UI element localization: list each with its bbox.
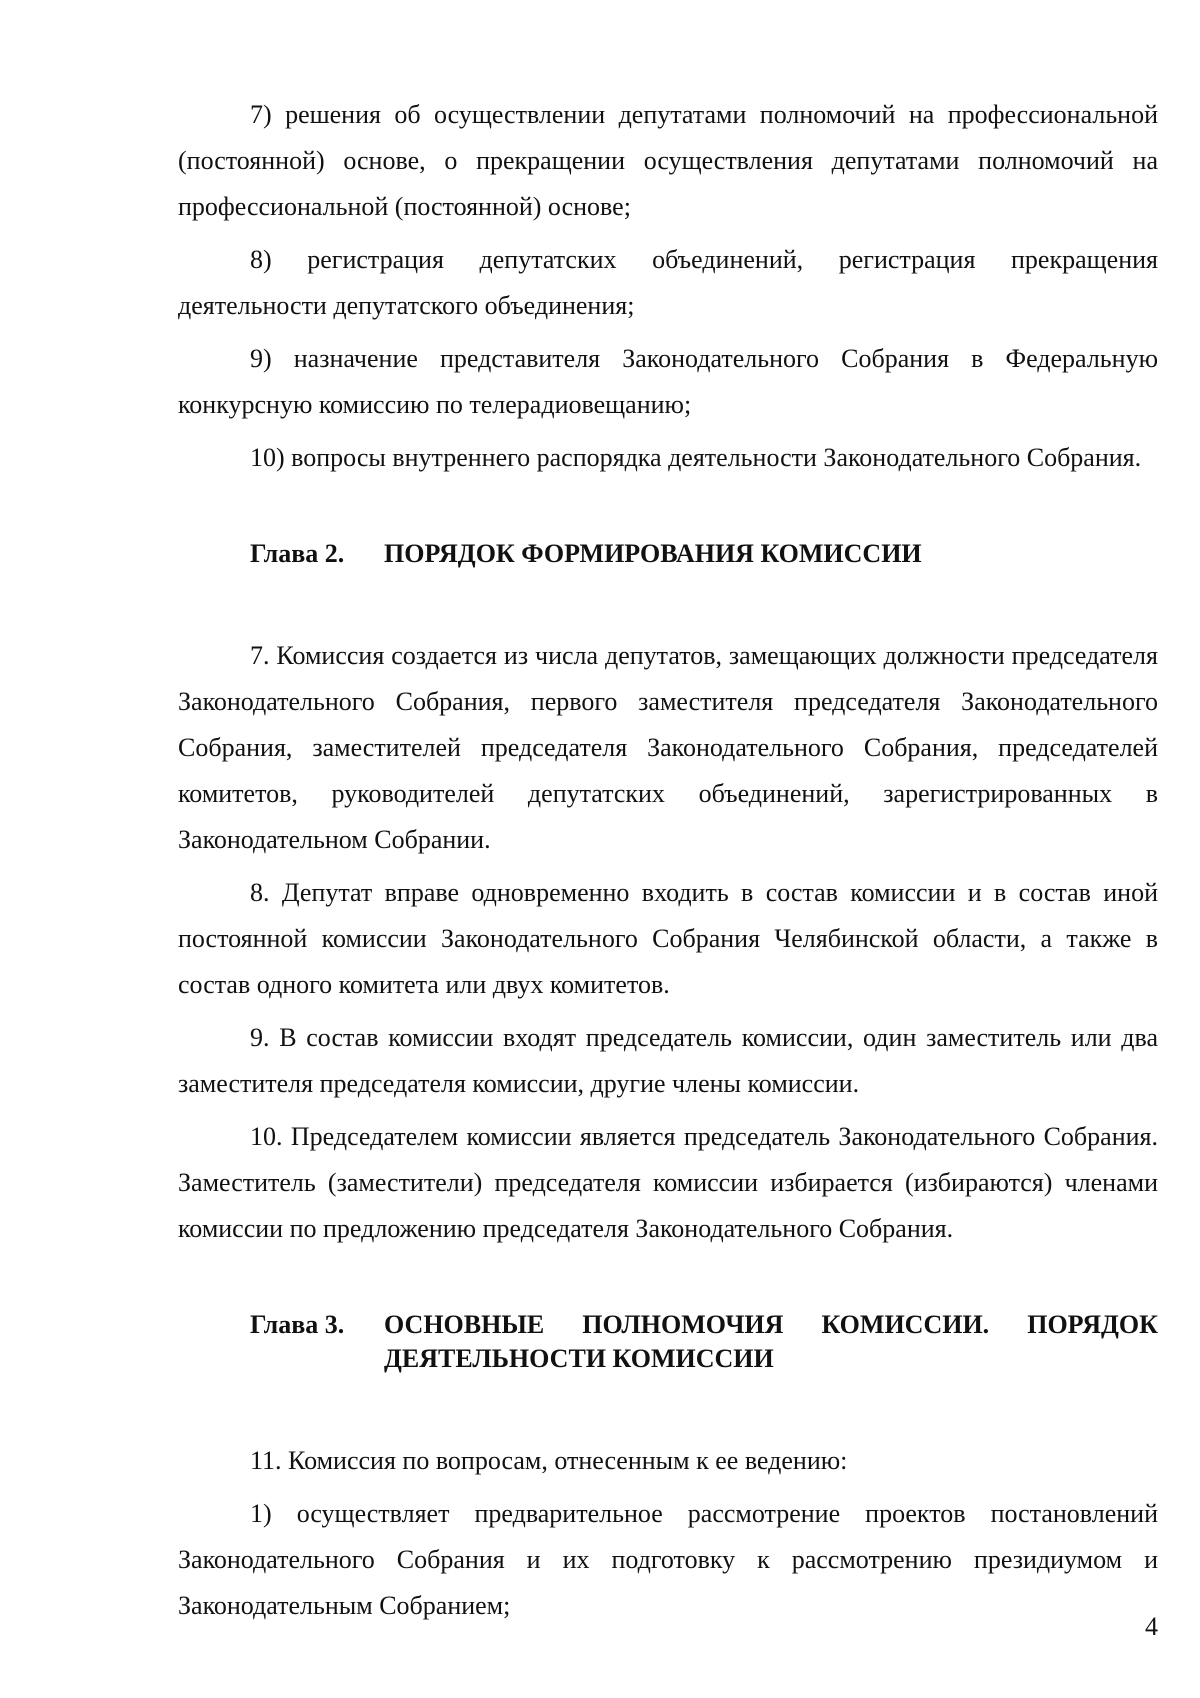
- chapter-3-heading: [178, 1308, 1158, 1376]
- paragraph-section-9: 9. В состав комиссии входят председатель комиссии, один заместитель или два заместителя председателя комиссии, другие члены комиссии.: [178, 1023, 1158, 1098]
- page-number: 4: [1145, 1612, 1158, 1641]
- paragraph-section-8: 8. Депутат вправе одновременно входить в состав комиссии и в состав иной постоянной комиссии Законодательного Собрания Челябинской области, а также в состав одного комитета или двух комитетов.: [178, 878, 1158, 999]
- paragraph-item-7: 7) решения об осуществлении депутатами полномочий на профессиональной (постоянной) основе, о прекращении осуществления депутатами полномочий на профессиональной (постоянной) основе;: [178, 100, 1158, 221]
- paragraph-section-11: 11. Комиссия по вопросам, отнесенным к ее ведению:: [250, 1446, 848, 1475]
- chapter-number: Глава 2.: [250, 539, 345, 568]
- paragraph-section-10: 10. Председателем комиссии является председатель Законодательного Собрания. Заместитель (заместители) председателя комиссии избирается (избираются) членами комиссии по предложению председателя Законодательного Собрания.: [178, 1122, 1158, 1243]
- chapter-2-heading: [178, 537, 1158, 571]
- paragraph-item-9: 9) назначение представителя Законодательного Собрания в Федеральную конкурсную комиссию по телерадиовещанию;: [178, 344, 1158, 419]
- paragraph-item-1: 1) осуществляет предварительное рассмотрение проектов постановлений Законодательного Собрания и их подготовку к рассмотрению президиумом и Законодательным Собранием;: [178, 1499, 1158, 1620]
- paragraph-section-7: 7. Комиссия создается из числа депутатов, замещающих должности председателя Законодательного Собрания, первого заместителя председателя Законодательного Собрания, заместителей председателя Законодательного Собрания, председателей комитетов, руководителей депутатских объединений, зарегистрированных в Законодательном Собрании.: [178, 641, 1158, 854]
- paragraph-item-8: 8) регистрация депутатских объединений, регистрация прекращения деятельности депутатского объединения;: [178, 245, 1158, 320]
- paragraph-item-10: 10) вопросы внутреннего распорядка деятельности Законодательного Собрания.: [250, 443, 1142, 472]
- document-body: [178, 92, 1158, 1636]
- chapter-title: ОСНОВНЫЕ ПОЛНОМОЧИЯ КОМИССИИ. ПОРЯДОК ДЕЯТЕЛЬНОСТИ КОМИССИИ: [384, 1310, 1158, 1373]
- chapter-title: ПОРЯДОК ФОРМИРОВАНИЯ КОМИССИИ: [384, 539, 922, 568]
- chapter-number: Глава 3.: [250, 1310, 345, 1339]
